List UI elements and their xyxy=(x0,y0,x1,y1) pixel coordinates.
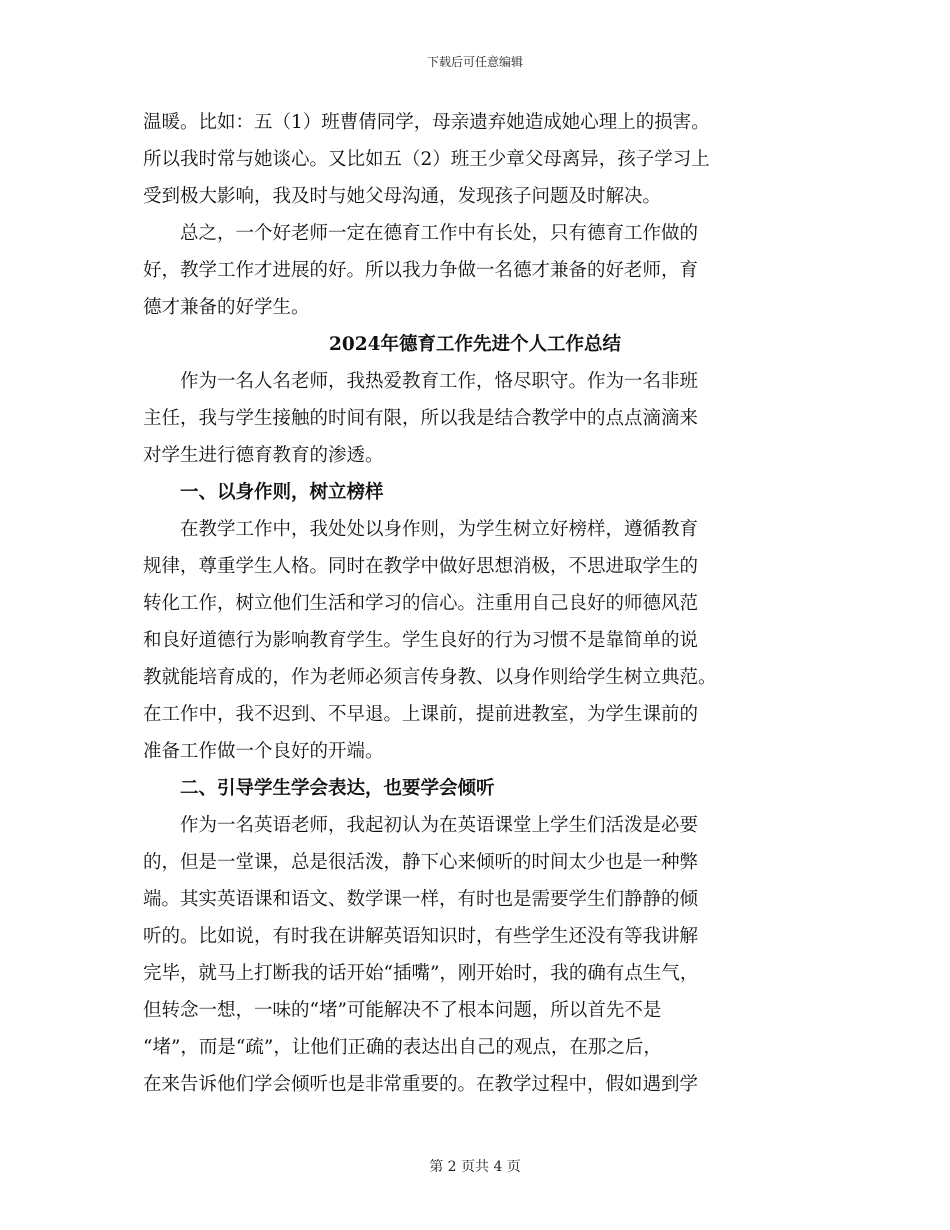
document-body xyxy=(143,104,807,1103)
text-line: 作为一名人名老师，我热爱教育工作，恪尽职守。作为一名非班 xyxy=(180,371,699,392)
text-line: 受到极大影响，我及时与她父母沟通，发现孩子问题及时解决。 xyxy=(143,186,662,207)
text-line: “堵”，而是“疏”，让他们正确的表达出自己的观点，在那之后， xyxy=(143,1037,662,1058)
text-line: 好，教学工作才进展的好。所以我力争做一名德才兼备的好老师，育 xyxy=(143,260,699,281)
section-heading-2: 二、引导学生学会表达，也要学会倾听 xyxy=(180,778,495,799)
paragraph-section-2 xyxy=(143,807,807,1103)
text-line: 对学生进行德育教育的渗透。 xyxy=(143,445,384,466)
text-line: 规律，尊重学生人格。同时在教学中做好思想消极，不思进取学生的 xyxy=(143,556,699,577)
text-line: 温暖。比如：五（1）班曹倩同学，母亲遗弃她造成她心理上的损害。 xyxy=(143,112,710,133)
page-footer: 第 2 页共 4 页 xyxy=(429,1159,521,1175)
text-line: 端。其实英语课和语文、数学课一样，有时也是需要学生们静静的倾 xyxy=(143,889,699,910)
paragraph-intro xyxy=(143,363,807,474)
text-line: 在工作中，我不迟到、不早退。上课前，提前进教室，为学生课前的 xyxy=(143,704,699,725)
text-line: 德才兼备的好学生。 xyxy=(143,297,310,318)
text-line: 教就能培育成的，作为老师必须言传身教、以身作则给学生树立典范。 xyxy=(143,667,717,688)
text-line: 在教学工作中，我处处以身作则，为学生树立好榜样，遵循教育 xyxy=(180,519,699,540)
paragraph-summary xyxy=(143,215,807,326)
text-line: 但转念一想，一味的“堵”可能解决不了根本问题，所以首先不是 xyxy=(143,1000,662,1021)
text-line: 主任，我与学生接触的时间有限，所以我是结合教学中的点点滴滴来 xyxy=(143,408,699,429)
text-line: 作为一名英语老师，我起初认为在英语课堂上学生们活泼是必要 xyxy=(180,815,699,836)
text-line: 和良好道德行为影响教育学生。学生良好的行为习惯不是靠简单的说 xyxy=(143,630,699,651)
document-title: 2024年德育工作先进个人工作总结 xyxy=(329,334,621,355)
text-line: 在来告诉他们学会倾听也是非常重要的。在教学过程中，假如遇到学 xyxy=(143,1074,699,1095)
text-line: 转化工作，树立他们生活和学习的信心。注重用自己良好的师德风范 xyxy=(143,593,699,614)
paragraph-section-1 xyxy=(143,511,807,770)
section-heading-1: 一、以身作则，树立榜样 xyxy=(180,482,384,503)
text-line: 完毕，就马上打断我的话开始“插嘴”，刚开始时，我的确有点生气， xyxy=(143,963,699,984)
text-line: 听的。比如说，有时我在讲解英语知识时，有些学生还没有等我讲解 xyxy=(143,926,699,947)
text-line: 准备工作做一个良好的开端。 xyxy=(143,741,384,762)
page-header: 下载后可任意编辑 xyxy=(426,55,523,69)
text-line: 总之，一个好老师一定在德育工作中有长处，只有德育工作做的 xyxy=(180,223,699,244)
text-line: 的，但是一堂课，总是很活泼，静下心来倾听的时间太少也是一种弊 xyxy=(143,852,699,873)
paragraph-continuation xyxy=(143,104,807,215)
text-line: 所以我时常与她谈心。又比如五（2）班王少章父母离异，孩子学习上 xyxy=(143,149,710,170)
